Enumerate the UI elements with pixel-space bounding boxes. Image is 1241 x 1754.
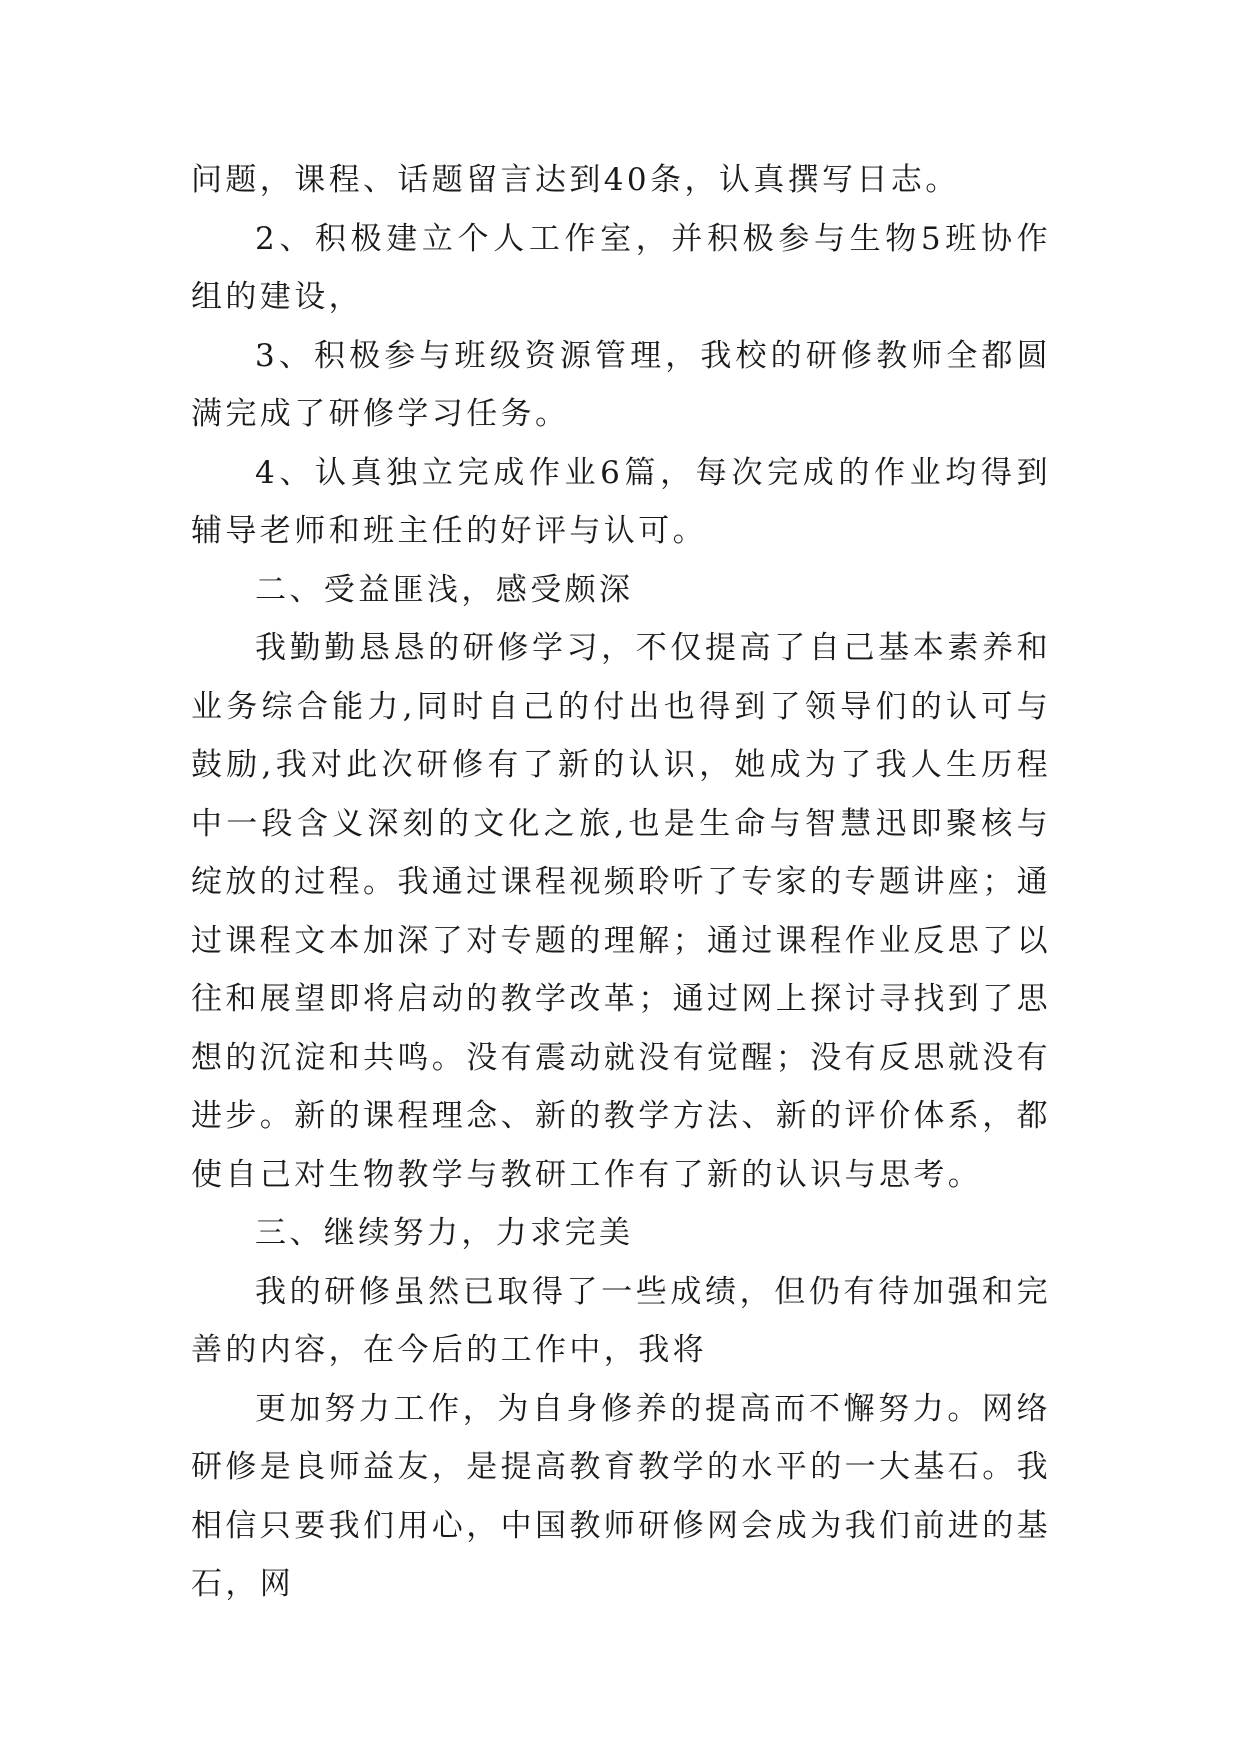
- paragraph-item-4-assignments: 4、认真独立完成作业6篇，每次完成的作业均得到辅导老师和班主任的好评与认可。: [191, 454, 1051, 549]
- paragraph-benefits: 我勤勤恳恳的研修学习，不仅提高了自己基本素养和业务综合能力,同时自己的付出也得到了领导们的认可与鼓励,我对此次研修有了新的认识，她成为了我人生历程中一段含义深刻的文化之旅,也是生命与智慧迅即聚核与绽放的过程。我通过课程视频聆听了专家的专题讲座；通过课程文本加深了对专题的理解；通过课程作业反思了以往和展望即将启动的教学改革；通过网上探讨寻找到了思想的沉淀和共鸣。没有震动就没有觉醒；没有反思就没有进步。新的课程理念、新的教学方法、新的评价体系，都使自己对生物教学与教研工作有了新的认识与思考。: [191, 630, 1051, 1193]
- document-body: [191, 151, 1051, 1614]
- paragraph-future-intro: 我的研修虽然已取得了一些成绩，但仍有待加强和完善的内容，在今后的工作中，我将: [191, 1273, 1051, 1368]
- paragraph-item-2-studio: 2、积极建立个人工作室，并积极参与生物5班协作组的建设，: [191, 220, 1051, 315]
- section-heading-3: 三、继续努力，力求完美: [255, 1215, 634, 1251]
- paragraph-item-3-resources: 3、积极参与班级资源管理，我校的研修教师全都圆满完成了研修学习任务。: [191, 337, 1051, 432]
- paragraph-topic-comments: 问题，课程、话题留言达到40条，认真撰写日志。: [191, 162, 960, 198]
- section-heading-2: 二、受益匪浅，感受颇深: [255, 571, 634, 608]
- paragraph-future-effort: 更加努力工作，为自身修养的提高而不懈努力。网络研修是良师益友，是提高教育教学的水平的一大基石。我相信只要我们用心，中国教师研修网会成为我们前进的基石，网: [191, 1390, 1051, 1602]
